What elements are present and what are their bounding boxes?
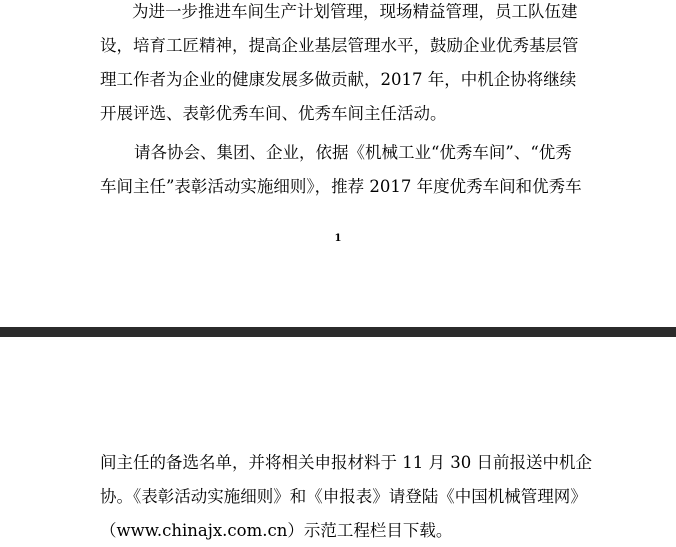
paragraph-line: 间主任的备选名单，并将相关申报材料于 11 月 30 日前报送中机企: [100, 453, 592, 472]
paragraph-line: 为进一步推进车间生产计划管理，现场精益管理，员工队伍建: [132, 2, 578, 21]
paragraph-line: 车间主任”表彰活动实施细则》，推荐 2017 年度优秀车间和优秀车: [100, 177, 582, 196]
paragraph-line: 理工作者为企业的健康发展多做贡献，2017 年，中机企协将继续: [100, 70, 577, 89]
page-number: 1: [334, 233, 342, 244]
document-page-bottom: [0, 337, 676, 547]
paragraph-line: 设，培育工匠精神，提高企业基层管理水平，鼓励企业优秀基层管: [100, 36, 579, 55]
paragraph-line: 开展评选、表彰优秀车间、优秀车间主任活动。: [100, 104, 447, 123]
paragraph-line: 请各协会、集团、企业，依据《机械工业“优秀车间”、“优秀: [134, 143, 572, 162]
paragraph-line: （www.chinajx.com.cn）示范工程栏目下载。: [100, 521, 453, 540]
page-separator: [0, 327, 676, 337]
paragraph-line: 协。《表彰活动实施细则》和《申报表》请登陆《中国机械管理网》: [100, 487, 587, 506]
